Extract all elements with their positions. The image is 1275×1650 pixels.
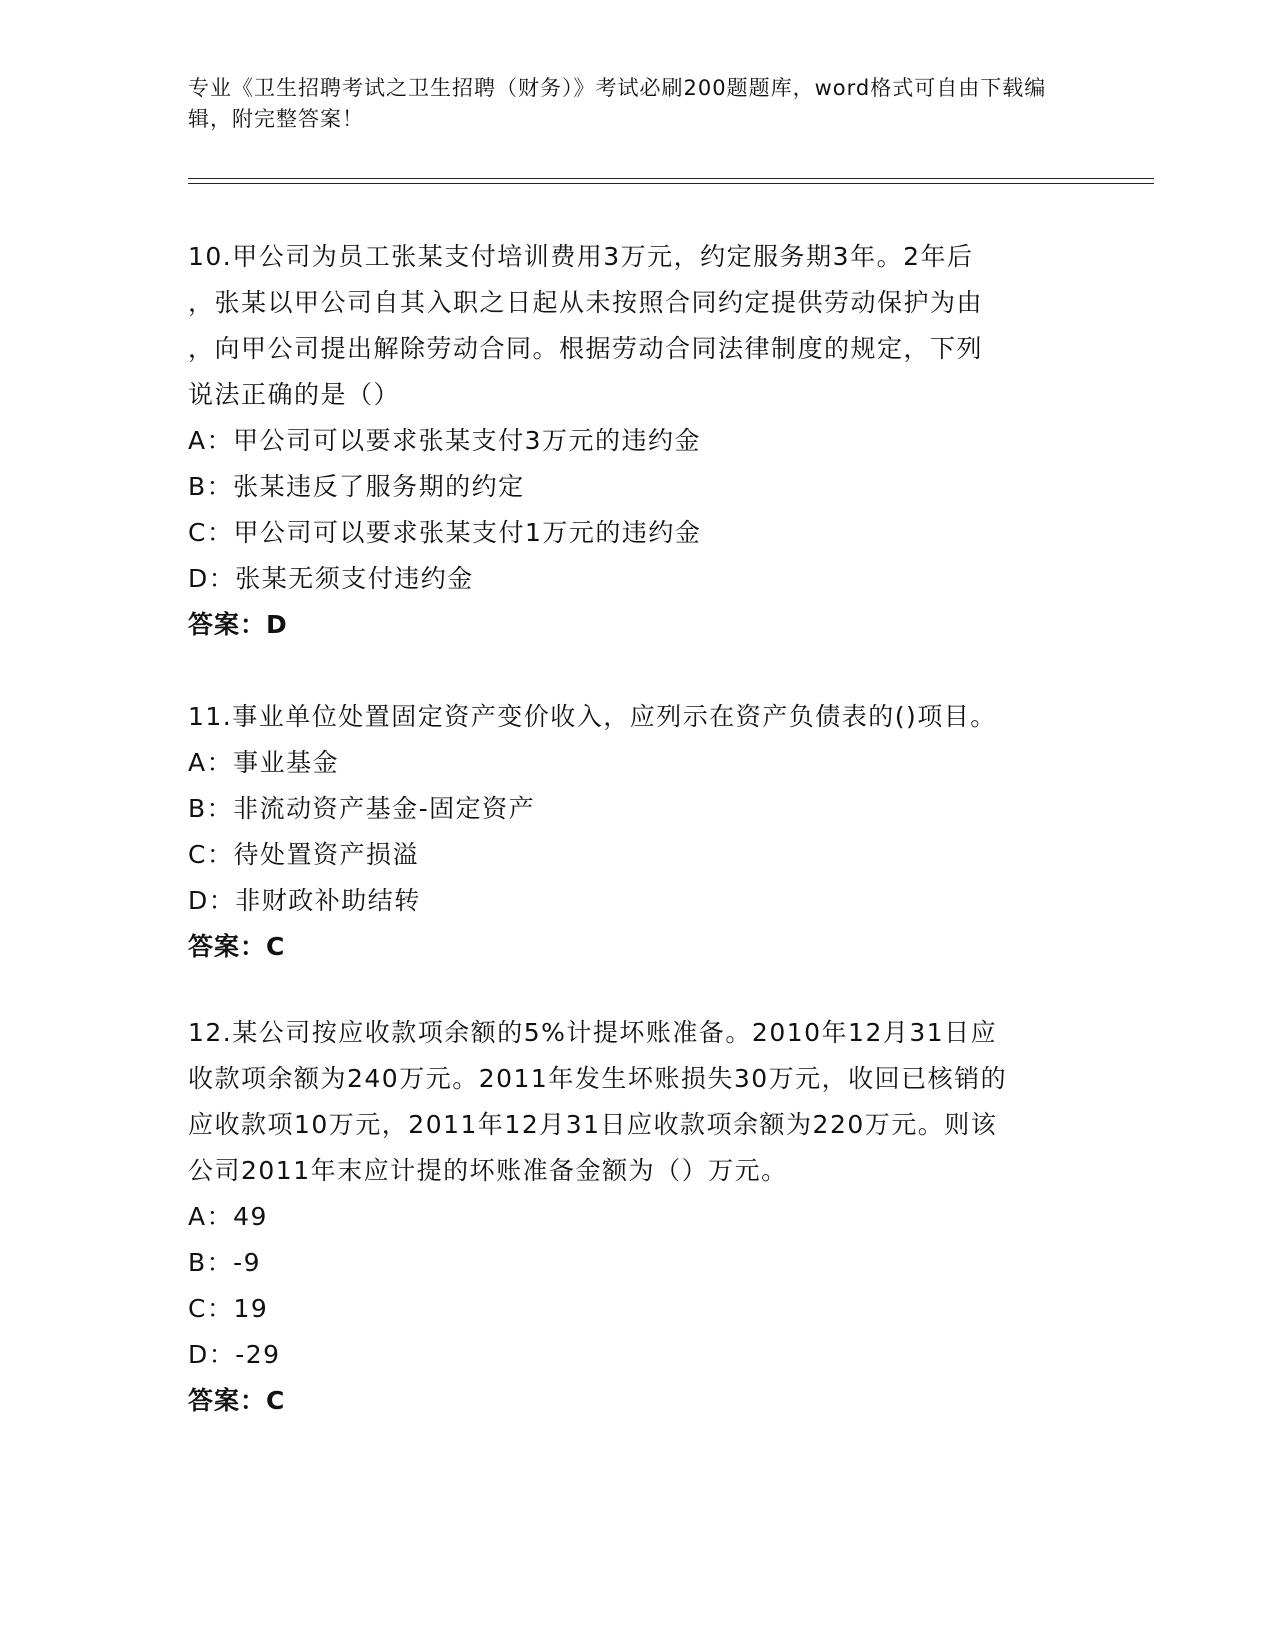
question-stem-line: 公司2011年末应计提的坏账准备金额为（）万元。 [188,1156,788,1185]
option-d: D：-29 [188,1340,281,1369]
option-c: C：19 [188,1294,269,1323]
question-12 [188,1010,1088,1424]
answer: 答案：C [188,1386,286,1415]
header-note: 专业《卫生招聘考试之卫生招聘（财务）》考试必刷200题题库，word格式可自由下载编辑，附完整答案！ [188,76,1047,131]
option-d: D：张某无须支付违约金 [188,564,474,593]
question-stem-line: 收款项余额为240万元。2011年发生坏账损失30万元，收回已核销的 [188,1064,1008,1093]
question-stem-line: 11.事业单位处置固定资产变价收入，应列示在资产负债表的()项目。 [188,702,997,731]
option-a: A：事业基金 [188,748,340,777]
question-11 [188,694,1088,970]
option-b: B：-9 [188,1248,262,1277]
question-stem-line: 12.某公司按应收款项余额的5%计提坏账准备。2010年12月31日应 [188,1018,998,1047]
option-c: C：甲公司可以要求张某支付1万元的违约金 [188,518,702,547]
header-divider-top [188,178,1154,179]
question-stem-line: ，张某以甲公司自其入职之日起从未按照合同约定提供劳动保护为由 [188,288,984,317]
option-d: D：非财政补助结转 [188,886,421,915]
question-10 [188,234,1088,648]
option-a: A：49 [188,1202,268,1231]
option-b: B：非流动资产基金-固定资产 [188,794,536,823]
option-a: A：甲公司可以要求张某支付3万元的违约金 [188,426,702,455]
question-stem-line: ，向甲公司提出解除劳动合同。根据劳动合同法律制度的规定，下列 [188,334,984,363]
answer: 答案：D [188,610,288,639]
header-divider-bottom [188,183,1154,184]
option-c: C：待处置资产损溢 [188,840,419,869]
question-stem-line: 10.甲公司为员工张某支付培训费用3万元，约定服务期3年。2年后 [188,242,974,271]
question-stem-line: 说法正确的是（） [188,380,401,409]
option-b: B：张某违反了服务期的约定 [188,472,525,501]
question-stem-line: 应收款项10万元，2011年12月31日应收款项余额为220万元。则该 [188,1110,998,1139]
answer: 答案：C [188,932,286,961]
